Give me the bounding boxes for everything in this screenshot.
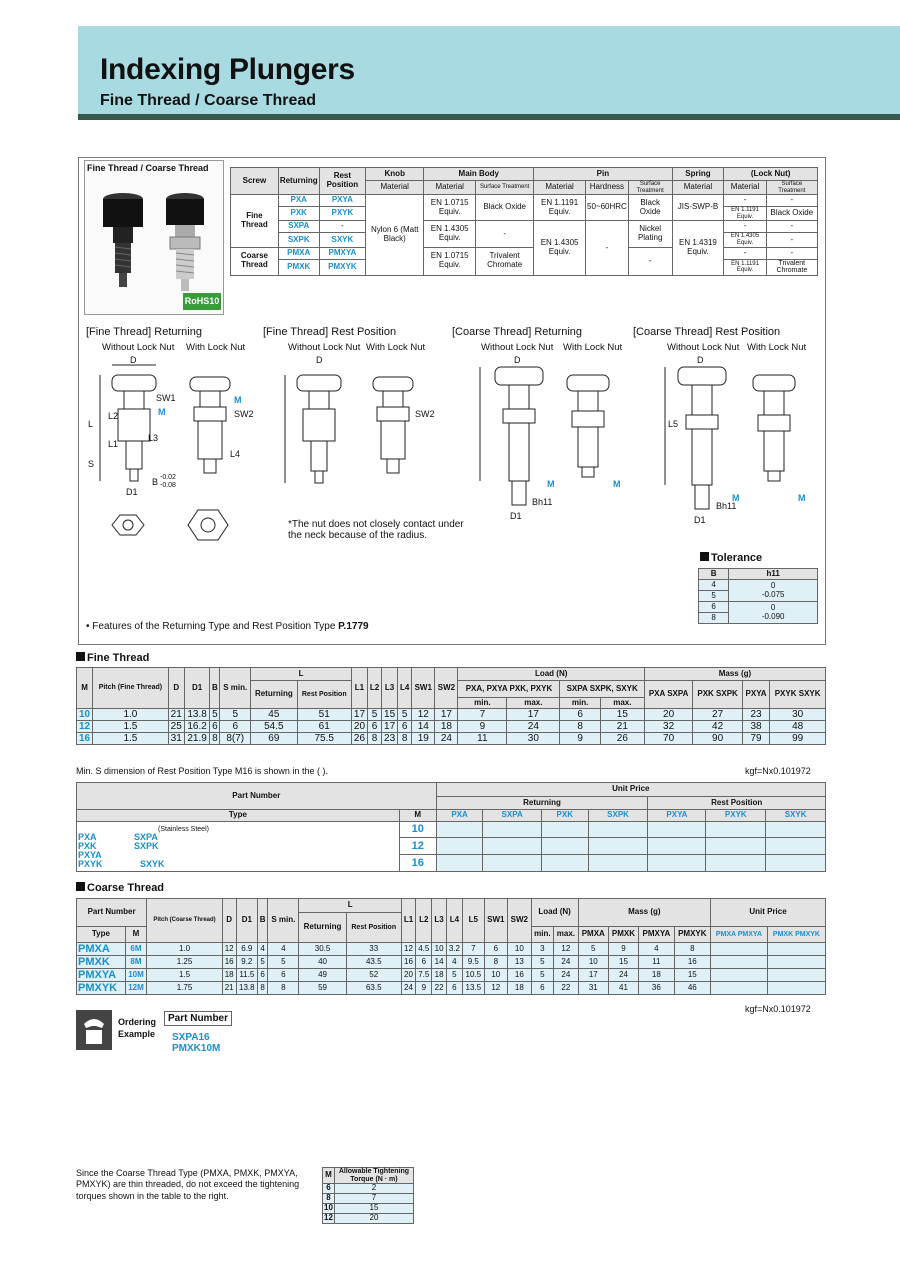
svg-text:SW1: SW1 bbox=[156, 393, 176, 403]
diagram-title-fine-returning: [Fine Thread] Returning bbox=[86, 326, 202, 338]
svg-text:S: S bbox=[88, 459, 95, 469]
ordering-example-2: PMXK10M bbox=[172, 1043, 221, 1054]
svg-text:B: B bbox=[152, 477, 159, 487]
svg-text:D1: D1 bbox=[510, 511, 522, 521]
title-banner bbox=[78, 26, 900, 120]
torque-table: M Allowable Tightening Torque (N · m) 6 2 8 7 10 15 12 20 bbox=[322, 1167, 414, 1224]
ordering-example-1: SXPA16 bbox=[172, 1032, 210, 1043]
page-subtitle: Fine Thread / Coarse Thread bbox=[100, 92, 317, 109]
rohs-badge: RoHS10 bbox=[183, 293, 221, 310]
svg-text:D: D bbox=[514, 355, 521, 365]
table-row: 16 1.5 31 21.9 8 8(7) 69 75.5 26 8 23 8 19 24 11 30 9 26 70 90 79 99 bbox=[77, 733, 826, 745]
svg-text:D1: D1 bbox=[694, 515, 706, 525]
svg-text:M: M bbox=[798, 493, 806, 503]
svg-text:L1: L1 bbox=[108, 439, 119, 449]
svg-text:SW2: SW2 bbox=[415, 409, 435, 419]
tolerance-table: B h11 4 0 -0.075 5 6 0 -0.090 8 bbox=[698, 568, 818, 624]
page-title: Indexing Plungers bbox=[100, 53, 355, 86]
table-row: PMXA 6M 1.0 12 6.9 4 4 30.5 33 12 4.5 10 3.2 7 6 10 3 12 5 9 4 8 bbox=[77, 943, 826, 956]
product-photo bbox=[84, 160, 224, 315]
svg-text:L: L bbox=[88, 419, 94, 429]
torque-note: Since the Coarse Thread Type (PMXA, PMXK, PMXYA, PMXYK) are thin threaded, do not exceed the tightening torques shown in the table to the right. bbox=[76, 1168, 300, 1201]
coarse-rows bbox=[77, 943, 826, 995]
table-row: 12 1.5 25 16.2 6 6 54.5 61 20 6 17 6 14 18 9 24 8 21 32 42 38 48 bbox=[77, 721, 826, 733]
svg-text:SW2: SW2 bbox=[234, 409, 254, 419]
svg-text:Bh11: Bh11 bbox=[716, 501, 737, 511]
table-row: 10 15 bbox=[323, 1203, 414, 1213]
table-row: 10 1.0 21 13.8 5 5 45 51 17 5 15 5 12 17 7 17 6 15 20 27 23 30 bbox=[77, 709, 826, 721]
svg-text:D: D bbox=[316, 355, 323, 365]
svg-text:Bh11: Bh11 bbox=[532, 497, 553, 507]
fine-thread-title: Fine Thread bbox=[76, 652, 149, 664]
ordering-part-number-label: Part Number bbox=[164, 1011, 232, 1026]
tolerance-title: Tolerance bbox=[700, 552, 762, 564]
table-row: PMXYK 12M 1.75 21 13.8 8 8 59 63.5 24 9 22 6 13.5 12 18 6 22 31 41 36 46 bbox=[77, 982, 826, 995]
features-page-link[interactable]: P.1779 bbox=[338, 621, 369, 632]
spec-table: Screw Returning Rest Position Knob Main Body Pin Spring (Lock Nut) Material Material Surface Treatment Material Hardness Surface Treatment Material Material Surface Treatment Fine Thread PXA PXYA Nylon 6 (Matt Black) EN 1.0715 Equiv. Black Oxide EN 1.1191 Equiv. 50~60HRC Black Oxide JIS-SWP-B - - PXK PXYK EN 1.1191 Equiv. Black Oxide SXPA - EN 1.4305 Equiv. - EN 1.4305 Equiv. - Nickel Plating EN 1.4319 Equiv. - - SXPK SXYK EN 1.4305 Equiv. - Coarse Thread PMXA PMXYA EN 1.0715 Equiv. Trivalent Chromate - - - PMXK PMXYK EN 1.1191 Equiv. Trivalent Chromate bbox=[230, 167, 818, 276]
fine-note: Min. S dimension of Rest Position Type M16 is shown in the ( ). bbox=[76, 766, 328, 776]
title-underline bbox=[78, 114, 900, 120]
svg-text:L5: L5 bbox=[668, 419, 679, 429]
svg-text:L3: L3 bbox=[148, 433, 159, 443]
svg-text:M: M bbox=[234, 395, 242, 405]
fine-thread-table: M Pitch (Fine Thread) D D1 B S min. L L1 L2 L3 L4 SW1 SW2 Load (N) Mass (g) Returning Rest Position PXA, PXYA PXK, PXYK SXPA SXPK, SXYK PXA SXPA PXK SXPK PXYA PXYK SXYK min. max. min. max. 10 1.0 21 13.8 5 5 45 51 17 5 15 5 12 17 7 17 6 15 20 27 23 30 12 1.5 25 16.2 6 6 54.5 61 20 6 17 6 14 18 9 24 8 21 32 42 38 48 16 1.5 31 21.9 8 8(7) 69 75.5 26 8 23 8 19 24 11 30 9 26 70 90 79 99 bbox=[76, 667, 826, 745]
ordering-label: Ordering Example bbox=[118, 1017, 157, 1039]
svg-text:L4: L4 bbox=[230, 449, 241, 459]
svg-text:M: M bbox=[547, 479, 555, 489]
diagram-title-coarse-rest: [Coarse Thread] Rest Position bbox=[633, 326, 781, 338]
nut-note: *The nut does not closely contact under the neck because of the radius. bbox=[288, 519, 464, 541]
table-row: 12 20 bbox=[323, 1213, 414, 1223]
svg-text:-0.02: -0.02 bbox=[160, 474, 176, 481]
table-row: PMXYA 10M 1.5 18 11.5 6 6 49 52 20 7.5 18 5 10.5 10 16 5 24 17 24 18 15 bbox=[77, 969, 826, 982]
diagram-title-fine-rest: [Fine Thread] Rest Position bbox=[263, 326, 397, 338]
features-note: • Features of the Returning Type and Rest Position Type P.1779 bbox=[86, 621, 369, 632]
table-row: PMXK 8M 1.25 16 9.2 5 5 40 43.5 16 6 14 4 9.5 8 13 5 24 10 15 11 16 bbox=[77, 956, 826, 969]
svg-text:D: D bbox=[130, 355, 137, 365]
svg-text:D: D bbox=[697, 355, 704, 365]
svg-text:D1: D1 bbox=[126, 487, 138, 497]
svg-text:L2: L2 bbox=[108, 411, 119, 421]
table-row: 8 7 bbox=[323, 1194, 414, 1204]
phone-icon bbox=[76, 1010, 112, 1050]
fine-rows bbox=[77, 709, 826, 745]
svg-text:-0.08: -0.08 bbox=[160, 482, 176, 489]
diagram-title-coarse-returning: [Coarse Thread] Returning bbox=[452, 326, 583, 338]
coarse-thread-title: Coarse Thread bbox=[76, 882, 164, 894]
coarse-kgf: kgf=Nx0.101972 bbox=[745, 1004, 811, 1014]
svg-text:M: M bbox=[158, 407, 166, 417]
svg-text:M: M bbox=[613, 479, 621, 489]
svg-text:M: M bbox=[732, 493, 740, 503]
fine-kgf: kgf=Nx0.101972 bbox=[745, 766, 811, 776]
table-row: 6 2 bbox=[323, 1184, 414, 1194]
coarse-thread-table: Part Number Pitch (Coarse Thread) D D1 B S min. L L1 L2 L3 L4 L5 SW1 SW2 Load (N) Mass (g) Unit Price Returning Rest Position Type M min. max. PMXA PMXK PMXYA PMXYK PMXA PMXYA PMXK PMXYK PMXA 6M 1.0 12 6.9 4 4 30.5 33 12 4.5 10 3.2 7 6 10 3 12 5 9 4 8 PMXK 8M 1.25 16 9.2 5 5 40 43.5 16 6 14 4 9.5 8 13 5 24 10 15 11 16 PMXYA 10M 1.5 18 11.5 6 6 49 52 20 7.5 18 5 10.5 10 16 5 24 17 24 18 15 PMXYK 12M 1.75 21 13.8 8 8 59 63.5 24 9 22 6 13.5 12 18 6 22 31 41 36 46 bbox=[76, 898, 826, 995]
price-table: Part Number Unit Price Returning Rest Position Type M PXA SXPA PXK SXPK PXYA PXYK SXYK (Stainless Steel) PXA SXPA PXK SXPK PXYA PXYK SXYK 10 12 16 bbox=[76, 782, 826, 872]
photo-caption: Fine Thread / Coarse Thread bbox=[87, 163, 209, 173]
